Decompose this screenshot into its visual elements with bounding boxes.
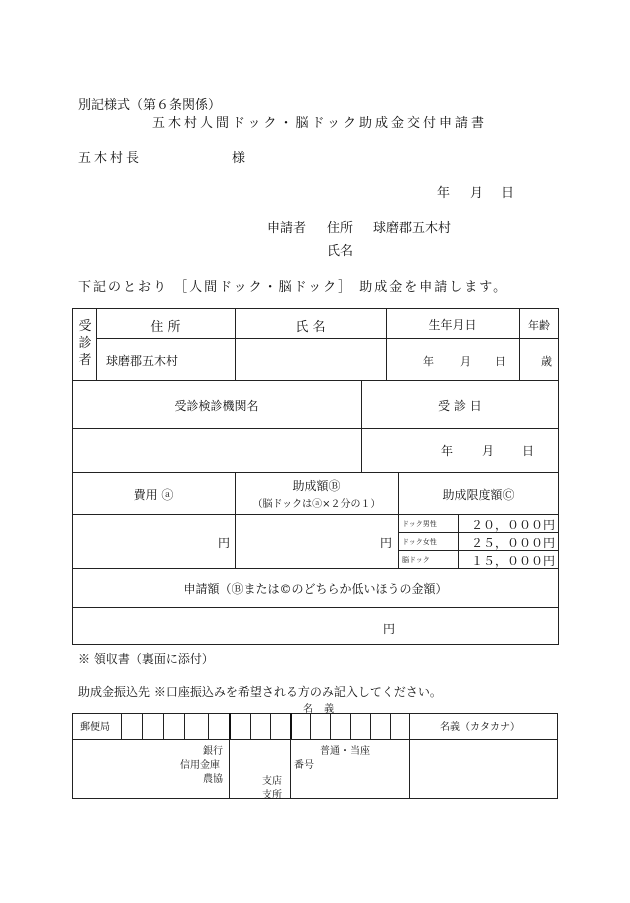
nokyo-label: 農協 [203,774,223,785]
subsidy-header: 助成額Ⓑ [292,479,341,493]
exam-date-header: 受 診 日 [438,399,482,413]
branch-label: 支店 [262,776,282,787]
limit-header: 助成限度額Ⓒ [442,488,515,502]
date-month-label: 月 [470,186,484,201]
form-title: 五木村人間ドック・脳ドック助成金交付申請書 [152,116,487,131]
patient-address-value: 球磨郡五木村 [106,354,179,368]
subsidy-yen-unit: 円 [380,536,393,550]
cost-header: 費用 ⓐ [133,488,174,502]
applicant-address-value: 球磨郡五木村 [373,221,452,236]
applicant-label: 申請者 [267,221,307,236]
limit-amount-female: ２５，０００円 [470,536,555,550]
form-reference: 別記様式（第６条関係） [78,98,222,113]
sub-branch-label: 支所 [262,790,282,801]
shinkin-label: 信用金庫 [180,760,220,771]
meigi-top-label: 名 義 [303,704,339,715]
birth-year-label: 年 [423,355,434,368]
receipt-note: ※ 領収書（裏面に添付） [78,652,214,666]
date-year-label: 年 [437,186,451,201]
birth-month-label: 月 [460,355,471,368]
applicant-name-label: 氏名 [327,244,354,259]
account-type-label: 普通・当座 [320,746,370,757]
exam-year-label: 年 [441,444,454,458]
col-birthdate-header: 生年月日 [428,318,477,332]
applicant-address-label: 住所 [327,221,354,236]
cost-yen-unit: 円 [218,536,231,550]
subsidy-note: （脳ドックはⓐ×２分の１） [252,499,381,510]
addressee: 五木村長 [78,151,143,166]
limit-amount-brain: １５，０００円 [470,554,555,568]
honorific: 様 [232,151,246,166]
col-name-header: 氏 名 [295,320,326,335]
exam-day-label: 日 [522,444,535,458]
limit-amount-male: ２０，０００円 [470,518,555,532]
col-address-header: 住 所 [150,320,181,335]
claim-yen-unit: 円 [383,622,396,636]
limit-label-female: ドック女性 [402,538,437,546]
account-number-label: 番号 [294,760,314,771]
meigi-kana-label: 名義（カタカナ） [440,722,520,733]
patient-label: 受 診 者 [78,319,92,368]
exam-month-label: 月 [482,444,495,458]
col-age-header: 年齢 [528,319,550,332]
bank-label: 銀行 [203,746,223,757]
date-day-label: 日 [501,186,515,201]
clinic-header: 受診検診機関名 [174,399,259,413]
post-office-label: 郵便局 [80,722,110,733]
bank-heading: 助成金振込先 ※口座振込みを希望される方のみ記入してください。 [78,685,442,699]
limit-label-male: ドック男性 [402,520,437,528]
claim-header: 申請額（Ⓑまたは©のどちらか低いほうの金額） [183,582,448,596]
birth-day-label: 日 [495,355,506,368]
statement: 下記のとおり ［人間ドック・脳ドック］ 助成金を申請します。 [78,280,509,295]
limit-label-brain: 脳ドック [402,556,430,564]
age-unit-label: 歳 [541,355,552,368]
